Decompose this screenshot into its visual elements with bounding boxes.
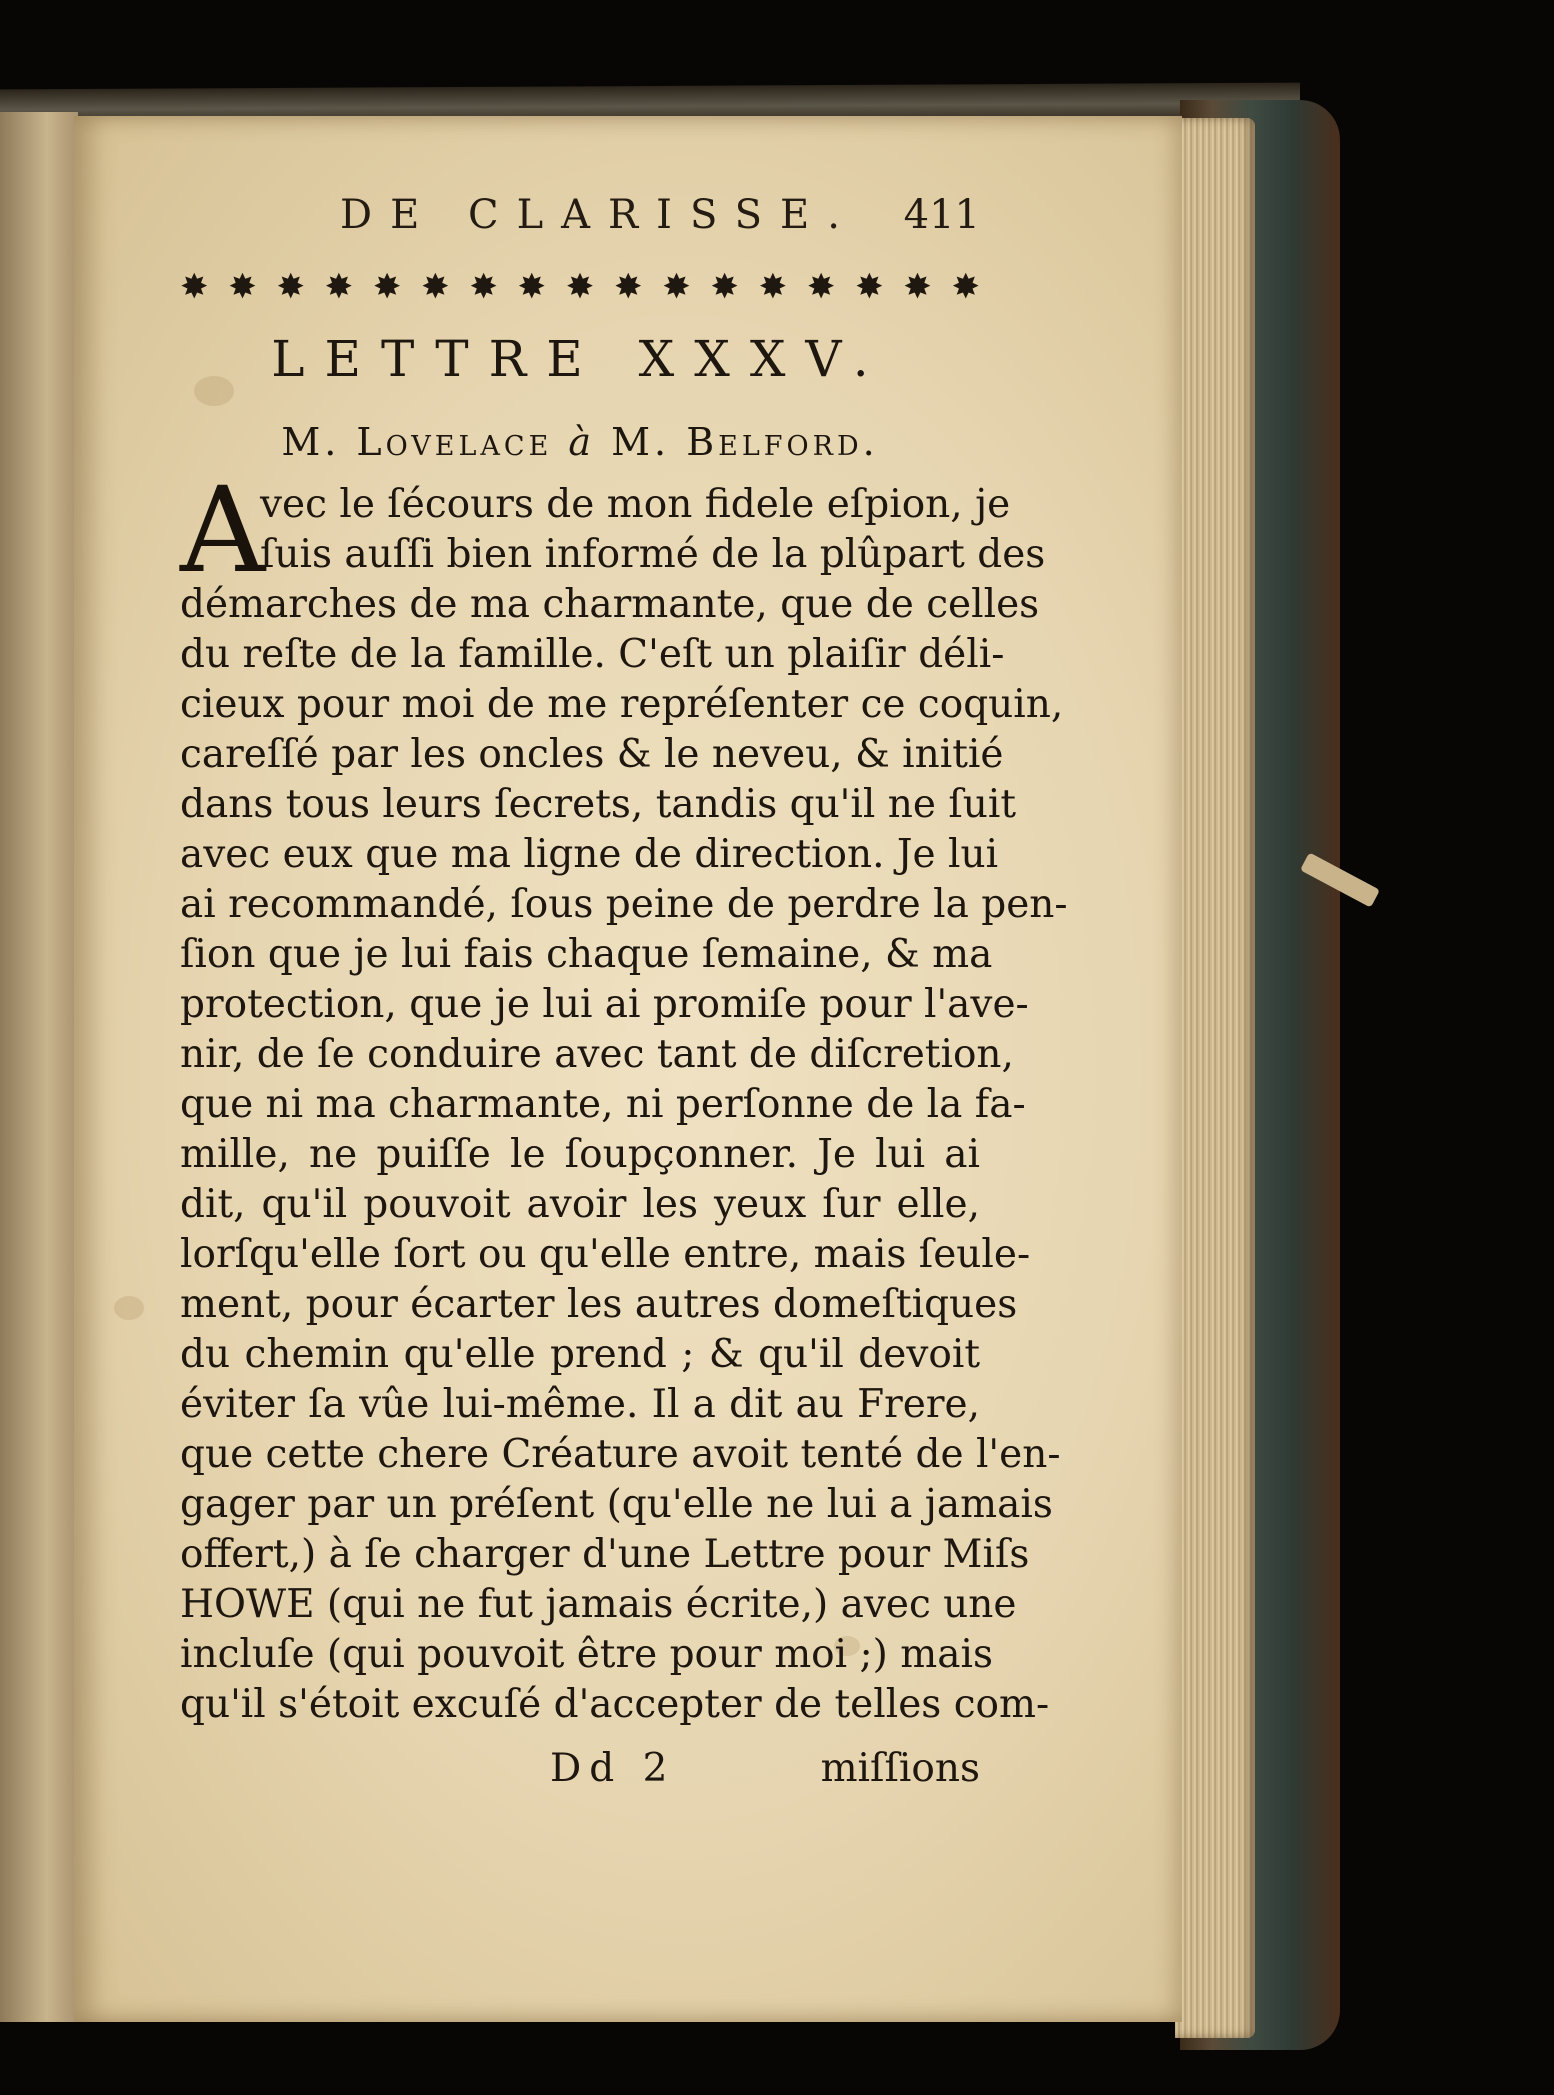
text-line: du reſte de la famille. C'eſt un plaiſir déli- [180,632,1005,677]
text-line: dans tous leurs ſecrets, tandis qu'il ne ſuit [180,782,1017,827]
text-line: careſſé par les oncles & le neveu, & initié [180,732,1004,777]
ornament-star-icon: ✸ [372,267,402,307]
letter-recipient: M. Belford. [611,420,879,464]
text-line: éviter ſa vûe lui-même. Il a dit au Frere, [180,1382,980,1427]
text-line: dit, qu'il pouvoit avoir les yeux ſur elle, [180,1182,980,1227]
ornament-star-icon: ✸ [180,267,209,307]
ornament-rule [180,262,980,312]
text-line: incluſe (qui pouvoit être pour moi ;) mais [180,1632,994,1677]
letter-correspondents [180,420,980,464]
text-line: mille, ne puiſſe le ſoupçonner. Je lui ai [180,1132,980,1177]
letter-heading: LETTRE XXXV. [271,330,889,388]
ornament-star-icon: ✸ [855,267,884,307]
ornament-star-icon: ✸ [517,267,547,307]
ornament-star-icon: ✸ [421,267,450,307]
foxing-spot [114,1296,144,1320]
text-line: lorſqu'elle ſort ou qu'elle entre, mais ſeule- [180,1232,1031,1277]
ornament-star-icon: ✸ [758,267,788,307]
ornament-star-icon: ✸ [613,267,643,307]
ornament-star-icon: ✸ [228,267,257,307]
text-line: que ni ma charmante, ni perſonne de la fa- [180,1082,1026,1127]
text-line: du chemin qu'elle prend ; & qu'il devoit [180,1332,980,1377]
text-line: gager par un préſent (qu'elle ne lui a jamais [180,1482,1053,1527]
drop-cap: A [180,461,266,599]
left-page-edge [0,112,78,2022]
page-number: 411 [903,192,980,238]
ornament-star-icon: ✸ [710,267,739,307]
ornament-star-icon: ✸ [565,267,595,307]
letter-sender: M. Lovelace [281,420,553,464]
ornament-star-icon: ✸ [903,267,932,307]
text-line: démarches de ma charmante, que de celles [180,582,1040,627]
page-edges [1175,118,1255,2038]
text-line: ai recommandé, ſous peine de perdre la pen- [180,882,1068,927]
ornament-star-icon: ✸ [276,267,305,307]
catchword: miſſions [820,1746,980,1791]
signature-mark: Dd 2 [550,1746,676,1791]
text-line: qu'il s'étoit excuſé d'accepter de telles com- [180,1682,1050,1727]
ornament-star-icon: ✸ [951,267,980,307]
ornament-star-icon: ✸ [324,267,354,307]
text-line: nir, de ſe conduire avec tant de diſcretion, [180,1032,1014,1077]
text-line: avec eux que ma ligne de direction. Je lui [180,832,999,877]
text-line: que cette chere Créature avoit tenté de l'en- [180,1432,1061,1477]
ornament-star-icon: ✸ [806,267,836,307]
ornament-star-icon: ✸ [469,267,498,307]
running-head [340,192,980,252]
text-line: ſion que je lui fais chaque ſemaine, & ma [180,932,993,977]
running-title: DE CLARISSE. [340,192,858,238]
text-line: vec le ſécours de mon fidele eſpion, je [260,482,1011,527]
text-line: ſuis auſſi bien informé de la plûpart des [260,532,1046,577]
letter-preposition: à [568,420,596,464]
text-line: offert,) à ſe charger d'une Lettre pour Miſs [180,1532,1030,1577]
text-line: ment, pour écarter les autres domeſtiques [180,1282,1018,1327]
ornament-star-icon: ✸ [662,267,691,307]
letter-body [180,461,1068,1730]
text-line: HOWE (qui ne fut jamais écrite,) avec une [180,1582,1017,1627]
page-footer [180,1746,980,1802]
text-line: cieux pour moi de me repréſenter ce coquin, [180,682,1064,727]
text-line: protection, que je lui ai promiſe pour l'ave- [180,982,1029,1027]
